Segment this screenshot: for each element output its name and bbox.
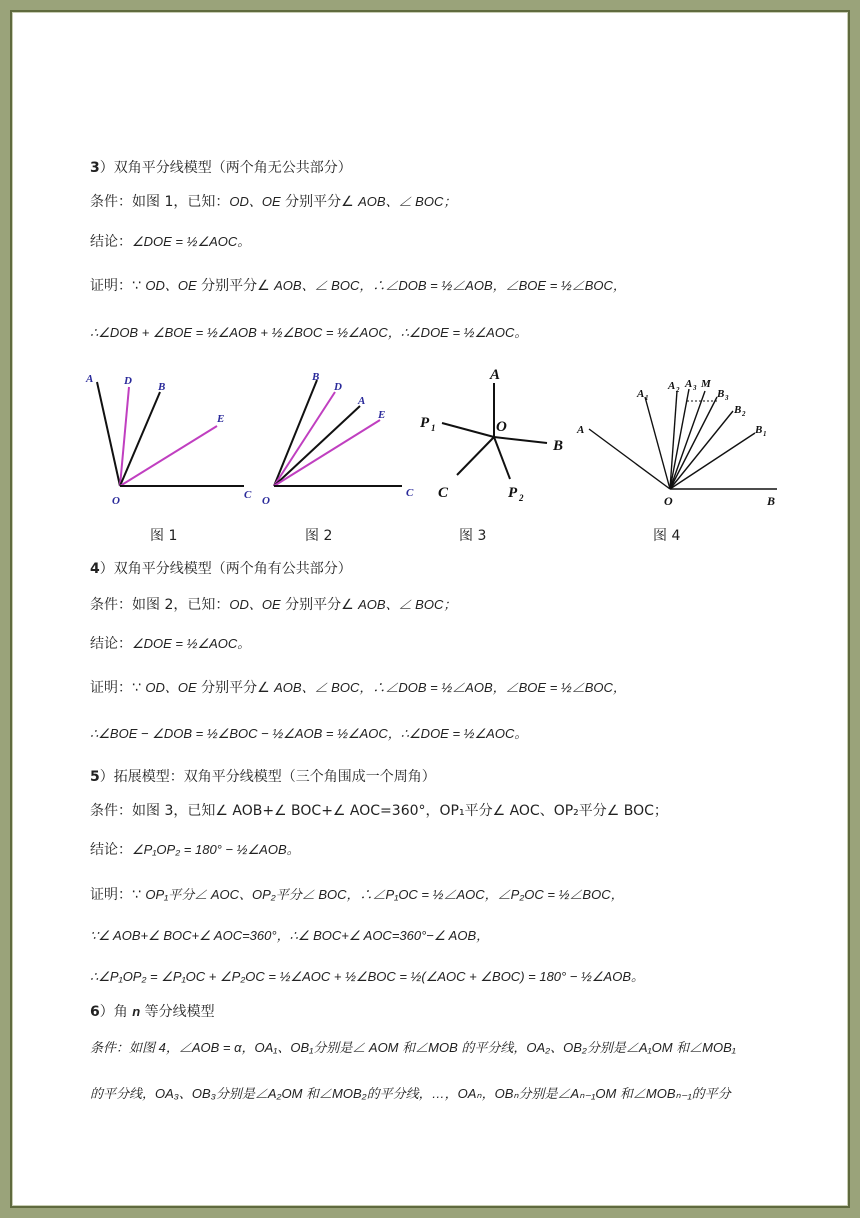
fig2-label-e: E [378,409,386,421]
section-5-condition: 条件：如图 3，已知∠ AOB+∠ BOC+∠ AOC=360°，OP₁平分∠ AOC、OP₂平分∠ BOC； [90,803,668,819]
fig2-label-b: B [312,371,320,383]
fig1-label-o: O [112,495,120,507]
section-4-proof-1: 证明：∵ OD、OE 分别平分∠ AOB、∠ BOC，∴∠DOB = ½∠AOB，∠BOE = ½∠BOC， [90,680,626,696]
fig4-label-b2: B [734,404,742,416]
fig4-label-a: A [577,424,585,436]
section-5-title: 5）拓展模型：双角平分线模型（三个角围成一个周角） [90,769,436,785]
section-4-condition: 条件：如图 2，已知：OD、OE 分别平分∠ AOB、∠ BOC； [90,597,457,613]
page [10,10,850,1208]
section-5-conclusion: 结论：∠P₁OP₂ = 180° − ½∠AOB。 [90,842,300,858]
fig3-label-p2-sub: 2 [519,493,524,503]
fig4-label-a2-sub: 2 [676,386,680,394]
section-5-proof-3: ∴∠P₁OP₂ = ∠P₁OC + ∠P₂OC = ½∠AOC + ½∠BOC = ½(∠AOC + ∠BOC) = 180° − ½∠AOB。 [90,969,644,984]
fig4-label-a3: A [685,378,693,390]
fig4-label-b2-sub: 2 [742,410,746,418]
fig3-label-p2: P [508,485,518,501]
fig1-label-a: A [86,373,94,385]
fig1-label-d: D [124,375,132,387]
section-5-proof-2: ∵∠ AOB+∠ BOC+∠ AOC=360°，∴∠ BOC+∠ AOC=360°−∠ AOB， [90,928,490,943]
section-3-condition: 条件：如图 1，已知：OD、OE 分别平分∠ AOB、∠ BOC； [90,194,457,210]
fig3-label-p1: P [420,415,430,431]
fig3-label-o: O [496,419,507,435]
fig4-label-b1: B [755,424,763,436]
fig4-label-b: B [767,494,776,508]
fig3-label-c: C [438,485,449,501]
section-3-conclusion: 结论：∠DOE = ½∠AOC。 [90,234,251,250]
section-3-proof-2: ∴∠DOB + ∠BOE = ½∠AOB + ½∠BOC = ½∠AOC，∴∠DOE = ½∠AOC。 [90,325,528,340]
figure-2 [252,362,427,512]
section-4-proof-2: ∴∠BOE − ∠DOB = ½∠BOC − ½∠AOB = ½∠AOC，∴∠DOE = ½∠AOC。 [90,726,528,741]
fig2-label-c: C [406,487,414,499]
figure-4-caption: 图 4 [653,528,681,544]
fig4-label-a1: A [637,388,645,400]
fig4-label-o: O [664,494,673,508]
section-3-title: 3）双角平分线模型（两个角无公共部分） [90,160,352,176]
section-5-proof-1: 证明：∵ OP₁平分∠ AOC、OP₂平分∠ BOC，∴∠P₁OC = ½∠AOC，∠P₂OC = ½∠BOC， [90,887,624,903]
figure-1-caption: 图 1 [150,528,178,544]
section-6-line-1: 条件：如图 4，∠AOB = α，OA₁、OB₁分别是∠ AOM 和∠MOB 的平分线，OA₂、OB₂分别是∠A₁OM 和∠MOB₁ [90,1040,736,1055]
fig4-label-a2: A [668,380,676,392]
fig4-label-a3-sub: 3 [693,384,697,392]
fig4-label-a1-sub: 1 [645,394,649,402]
fig3-label-p1-sub: 1 [431,423,436,433]
figure-1 [72,362,262,512]
fig2-label-o: O [262,495,270,507]
section-3-proof-1: 证明：∵ OD、OE 分别平分∠ AOB、∠ BOC，∴∠DOB = ½∠AOB，∠BOE = ½∠BOC， [90,278,626,294]
fig3-label-b: B [553,438,564,454]
fig1-label-b: B [158,381,166,393]
fig4-label-m: M [701,378,711,390]
figure-4 [567,367,787,517]
figure-3-caption: 图 3 [459,528,487,544]
fig1-label-c: C [244,489,252,501]
figure-3 [412,357,585,507]
section-4-conclusion: 结论：∠DOE = ½∠AOC。 [90,636,251,652]
fig4-label-b3-sub: 3 [725,394,729,402]
section-6-line-2: 的平分线，OA₃、OB₃分别是∠A₂OM 和∠MOB₂的平分线，…，OAₙ，OBₙ分别是∠Aₙ₋₁OM 和∠MOBₙ₋₁的平分 [90,1086,731,1101]
section-6-title: 6）角 n 等分线模型 [90,1004,215,1020]
fig2-label-a: A [358,395,366,407]
fig2-label-d: D [334,381,342,393]
fig4-label-b1-sub: 1 [763,430,767,438]
section-4-title: 4）双角平分线模型（两个角有公共部分） [90,561,352,577]
fig3-label-a: A [490,367,501,383]
figure-2-caption: 图 2 [305,528,333,544]
fig1-label-e: E [217,413,225,425]
fig4-label-b3: B [717,388,725,400]
